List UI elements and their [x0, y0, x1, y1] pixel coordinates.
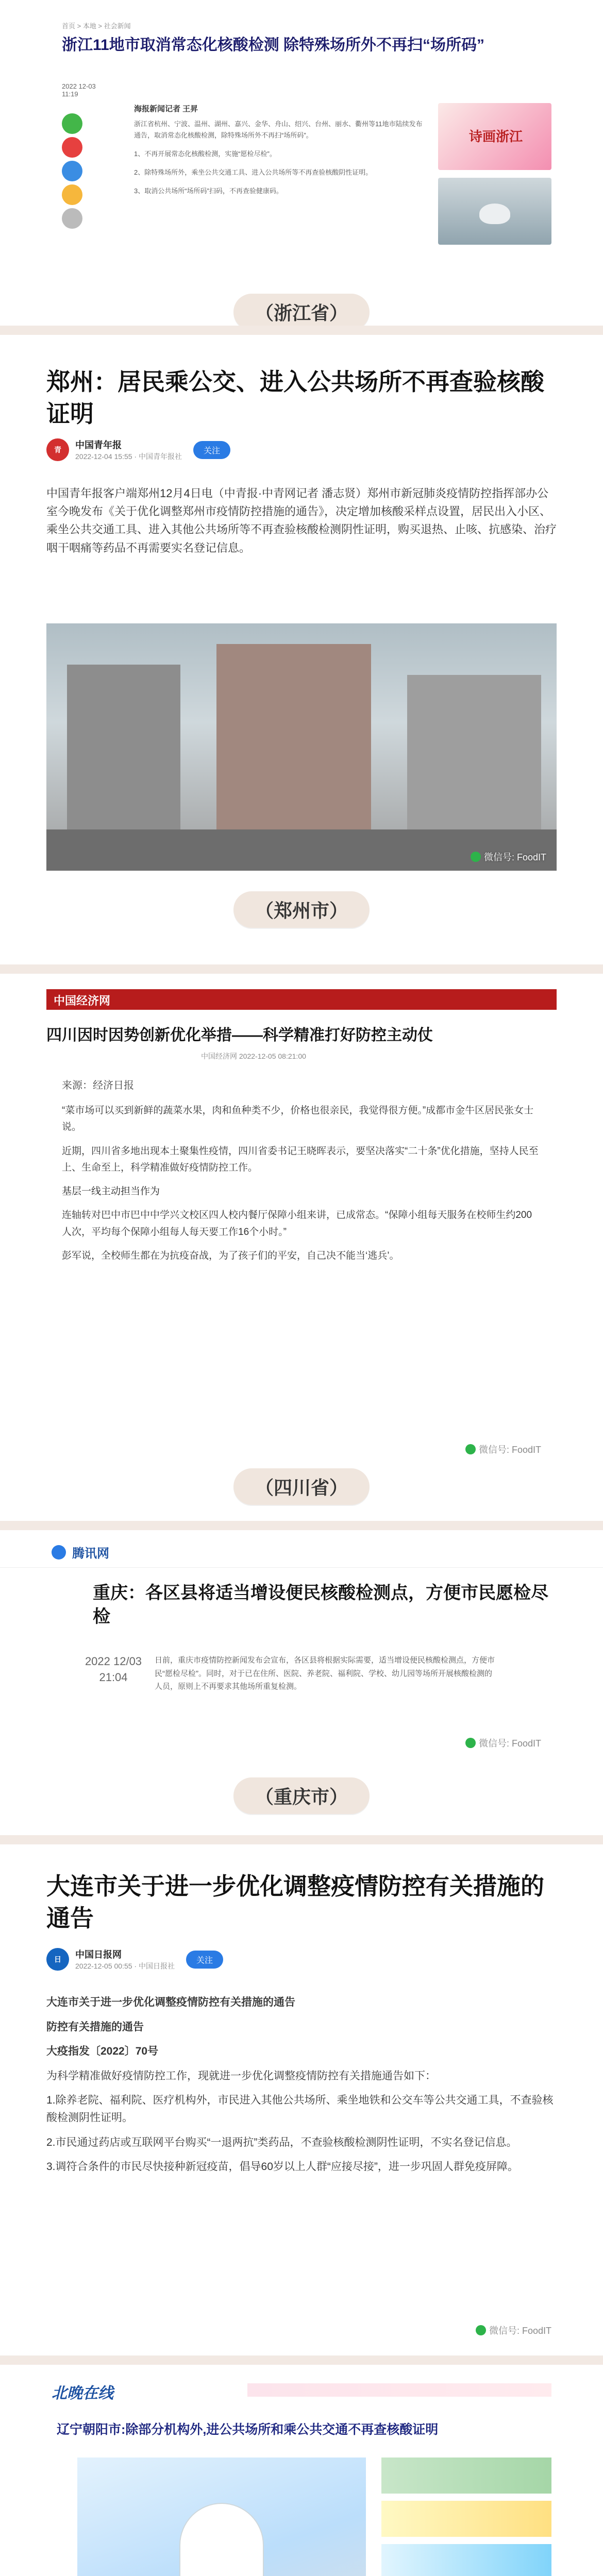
- liaoning-side-column: [381, 2458, 551, 2576]
- share-column: [62, 113, 113, 229]
- zhengzhou-meta: 2022-12-04 15:55 · 中国青年报社: [75, 452, 182, 461]
- chongqing-label: （重庆市）: [233, 1777, 370, 1814]
- sichuan-para-1: “菜市场可以买到新鲜的蔬菜水果，肉和鱼种类不少，价格也很亲民，我觉得很方便。”成都市金牛区居民张女士说。: [62, 1105, 534, 1133]
- zhejiang-ad-banner[interactable]: [438, 103, 551, 170]
- dalian-body: [46, 1994, 557, 2183]
- liaoning-site: 北晚在线: [52, 2385, 113, 2402]
- dalian-line-6: 2.市民通过药店或互联网平台购买“一退两抗”类药品，不查验核酸检测阴性证明，不实名登记信息。: [46, 2136, 517, 2148]
- dalian-line-7: 3.调符合条件的市民尽快接种新冠疫苗，倡导60岁以上人群“应接尽接”，进一步巩固人群免疫屏障。: [46, 2161, 518, 2173]
- liaoning-title: 辽宁朝阳市:除部分机构外,进公共场所和乘公共交通不再查核酸证明: [57, 2422, 439, 2437]
- sichuan-top-bar: [46, 989, 557, 1010]
- dalian-author-row: [46, 1947, 223, 1971]
- chongqing-body: 日前，重庆市疫情防控新闻发布会宣布，各区县将根据实际需要，适当增设便民核酸检测点，方便市民“愿检尽检”。同时，对于已在住所、医院、养老院、福利院、学校、幼儿园等场所开展核酸检测的人员，原则上不再要求其他场所重复检测。: [155, 1656, 495, 1691]
- wechat-icon: [471, 852, 481, 862]
- side-banner-2[interactable]: [381, 2501, 551, 2537]
- sichuan-body: [62, 1103, 541, 1272]
- zhengzhou-panel: [0, 335, 603, 974]
- tencent-logo[interactable]: [52, 1543, 109, 1561]
- sichuan-source: 来源：经济日报: [62, 1080, 134, 1091]
- side-banner-1[interactable]: [381, 2458, 551, 2494]
- chongqing-panel: [0, 1530, 603, 1844]
- liaoning-header-strip: [247, 2383, 551, 2397]
- zhejiang-ad-photo[interactable]: [438, 178, 551, 245]
- dalian-watermark: [476, 2324, 551, 2337]
- tencent-logo-icon: [52, 1545, 66, 1560]
- beiwan-logo[interactable]: [52, 2380, 113, 2403]
- follow-button[interactable]: 关注: [186, 1951, 223, 1969]
- dalian-line-4: 为科学精准做好疫情防控工作，现就进一步优化调整疫情防控有关措施通告如下：: [46, 2070, 436, 2082]
- dalian-line-1: 大连市关于进一步优化调整疫情防控有关措施的通告: [46, 1996, 295, 2008]
- zhejiang-ad-title: 诗画浙江: [469, 129, 523, 145]
- date-block: [62, 82, 113, 232]
- zhengzhou-label: （郑州市）: [233, 891, 370, 928]
- side-banner-3[interactable]: [381, 2544, 551, 2576]
- dalian-line-3: 大疫指发〔2022〕70号: [46, 2045, 159, 2058]
- sichuan-watermark-text: 微信号: FoodIT: [478, 1445, 541, 1455]
- sichuan-watermark: [465, 1443, 541, 1456]
- sichuan-title: 四川因时因势创新优化举措——科学精准打好防控主动仗: [46, 1027, 433, 1044]
- liaoning-panel: [0, 2365, 603, 2576]
- sichuan-meta: 中国经济网 2022-12-05 08:21:00: [201, 1052, 306, 1060]
- zhejiang-title: 浙江11地市取消常态化核酸检测 除特殊场所外不再扫“场所码”: [62, 37, 485, 54]
- dalian-title: 大连市关于进一步优化调整疫情防控有关措施的通告: [46, 1873, 544, 1932]
- follow-button[interactable]: 关注: [193, 441, 230, 459]
- zhengzhou-watermark: [471, 850, 546, 863]
- liaoning-photo: [77, 2458, 366, 2576]
- sichuan-subhead: 基层一线主动担当作为: [62, 1186, 160, 1197]
- dalian-watermark-text: 微信号: FoodIT: [489, 2326, 551, 2336]
- wechat-icon: [465, 1738, 476, 1748]
- zhejiang-para-2: 1、不再开展常态化核酸检测，实施“愿检尽检”。: [134, 150, 276, 158]
- zhejiang-panel: [0, 0, 603, 335]
- sichuan-para-4: 彭军说，全校师生都在为抗疫奋战，为了孩子们的平安，自己决不能当‘逃兵’。: [62, 1250, 399, 1262]
- sichuan-para-3: 连轴转对巴中市巴中中学兴文校区四人校内餐厅保障小组来讲，已成常态。“保障小组每天服务在校师生约200人次，平均每个保障小组每人每天要工作16个小时。”: [62, 1210, 532, 1238]
- chongqing-date: 2022 12/03 21:04: [85, 1655, 142, 1684]
- zhejiang-body: [134, 118, 423, 204]
- chongqing-title: 重庆：各区县将适当增设便民核酸检测点，方便市民愿检尽检: [93, 1583, 548, 1626]
- zhejiang-label: （浙江省）: [233, 294, 370, 330]
- zhejiang-para-3: 2、除特殊场所外，乘坐公共交通工具、进入公共场所等不再查验核酸阴性证明。: [134, 168, 373, 177]
- zhejiang-source: 海报新闻记者 王昇: [134, 105, 198, 113]
- zhengzhou-title: 郑州：居民乘公交、进入公共场所不再查验核酸证明: [46, 368, 544, 428]
- lab-worker-shape: [180, 2504, 263, 2576]
- sichuan-label: （四川省）: [233, 1468, 370, 1505]
- zhengzhou-watermark-text: 微信号: FoodIT: [483, 852, 546, 862]
- zhengzhou-body: 中国青年报客户端郑州12月4日电（中青报·中青网记者 潘志贤）郑州市新冠肺炎疫情防控指挥部办公室今晚发布《关于优化调整郑州市疫情防控措施的通告》，决定增加核酸采样点设置，居民出入小区、乘坐公共交通工具、进入其他公共场所等不再查验核酸检测阴性证明，购买退热、止咳、抗感染、治疗咽干咽痛等药品不再需要实名登记信息。: [46, 487, 557, 554]
- wechat-icon: [465, 1444, 476, 1454]
- weibo-share-icon[interactable]: [62, 137, 82, 158]
- dalian-author[interactable]: 中国日报网: [75, 1950, 122, 1960]
- zhengzhou-author-row: [46, 438, 230, 462]
- breadcrumb[interactable]: 首页 > 本地 > 社会新闻: [62, 22, 131, 30]
- dalian-meta: 2022-12-05 00:55 · 中国日报社: [75, 1962, 175, 1970]
- zhengzhou-author[interactable]: 中国青年报: [75, 440, 122, 450]
- avatar[interactable]: 日: [46, 1948, 69, 1971]
- sichuan-site[interactable]: 中国经济网: [54, 994, 111, 1007]
- avatar[interactable]: 青: [46, 438, 69, 461]
- zhengzhou-photo: [46, 623, 557, 871]
- zhejiang-date: 2022 12-03 11:19: [62, 82, 96, 98]
- chongqing-site: 腾讯网: [72, 1547, 109, 1561]
- chongqing-watermark: [465, 1736, 541, 1750]
- qq-share-icon[interactable]: [62, 161, 82, 181]
- sichuan-panel: [0, 974, 603, 1530]
- dalian-panel: [0, 1844, 603, 2365]
- zhejiang-para-1: 浙江省杭州、宁波、温州、湖州、嘉兴、金华、舟山、绍兴、台州、丽水、衢州等11地市陆续发布通告，取消常态化核酸检测，除特殊场所外不再扫“场所码”。: [134, 120, 423, 140]
- link-share-icon[interactable]: [62, 208, 82, 229]
- bird-shape: [479, 204, 510, 224]
- wechat-icon: [476, 2325, 486, 2335]
- sichuan-para-2: 近期，四川省多地出现本土聚集性疫情，四川省委书记王晓晖表示，要坚决落实“二十条”优化措施，坚持人民至上、生命至上，科学精准做好疫情防控工作。: [62, 1145, 539, 1173]
- qzone-share-icon[interactable]: [62, 184, 82, 205]
- dalian-line-2: 防控有关措施的通告: [46, 2021, 144, 2033]
- wechat-share-icon[interactable]: [62, 113, 82, 134]
- chongqing-watermark-text: 微信号: FoodIT: [478, 1738, 541, 1749]
- top-divider: [0, 1567, 603, 1568]
- zhejiang-para-4: 3、取消公共场所“场所码”扫码，不再查验健康码。: [134, 187, 283, 195]
- dalian-line-5: 1.除养老院、福利院、医疗机构外，市民进入其他公共场所、乘坐地铁和公交车等公共交通工具，不查验核酸检测阴性证明。: [46, 2094, 554, 2124]
